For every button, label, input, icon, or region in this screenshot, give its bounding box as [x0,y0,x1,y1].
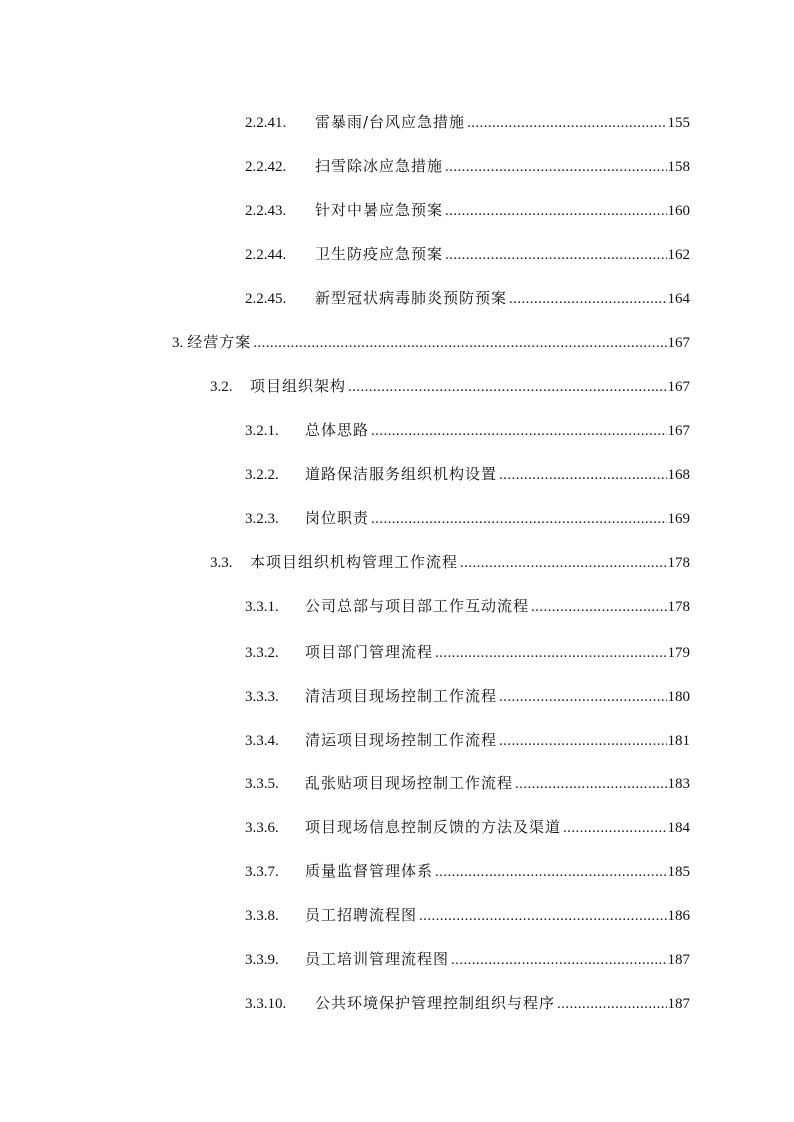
toc-entry-title: 质量监督管理体系 [305,862,434,880]
toc-dot-leader [499,727,666,755]
toc-entry-title: 雷暴雨/台风应急措施 [315,113,466,131]
toc-entry-3-3-8[interactable] [245,901,690,929]
toc-dot-leader [563,814,666,842]
toc-entry-page: 184 [667,820,690,836]
toc-dot-leader [499,461,666,489]
toc-entry-page: 169 [667,511,690,527]
toc-dot-leader [419,902,666,930]
toc-dot-leader [253,329,666,357]
toc-dot-leader [445,153,666,181]
toc-entry-3-3-7[interactable] [245,857,690,885]
toc-entry-number: 3.3.10. [245,996,287,1012]
toc-entry-3-3-6[interactable] [245,813,690,841]
toc-entry-number: 3.3. [210,555,233,571]
toc-entry-number: 2.2.41. [245,115,287,131]
toc-entry-page: 187 [667,952,690,968]
toc-entry-3-2[interactable] [210,372,690,400]
toc-entry-title: 员工招聘流程图 [305,906,418,924]
toc-dot-leader [445,241,666,269]
toc-entry-number: 3.2.1. [245,423,279,439]
toc-entry-3-3-1[interactable] [245,592,690,620]
toc-entry-page: 168 [667,467,690,483]
toc-entry-number: 3.3.7. [245,864,279,880]
toc-dot-leader [348,373,666,401]
toc-entry-title: 新型冠状病毒肺炎预防预案 [315,289,508,307]
toc-entry-3-3-4[interactable] [245,726,690,754]
toc-entry-number: 3.3.5. [245,776,279,792]
toc-entry-3-3-10[interactable] [245,989,690,1017]
toc-entry-page: 164 [667,291,690,307]
toc-entry-title: 道路保洁服务组织机构设置 [305,465,498,483]
toc-entry-number: 2.2.42. [245,159,287,175]
toc-dot-leader [435,858,666,886]
toc-entry-3[interactable] [172,328,690,356]
toc-entry-title: 员工培训管理流程图 [305,950,450,968]
toc-entry-number: 3.3.9. [245,952,279,968]
toc-entry-page: 178 [667,599,690,615]
toc-entry-title: 清运项目现场控制工作流程 [305,731,498,749]
toc-dot-leader [371,505,666,533]
toc-dot-leader [371,417,666,445]
toc-entry-number: 3.2. [210,379,233,395]
toc-dot-leader [435,639,666,667]
toc-entry-title: 公共环境保护管理控制组织与程序 [315,994,556,1012]
toc-dot-leader [557,990,666,1018]
toc-entry-page: 162 [667,247,690,263]
toc-entry-title: 卫生防疫应急预案 [315,245,444,263]
toc-entry-title: 总体思路 [305,421,370,439]
toc-entry-3-2-1[interactable] [245,416,690,444]
toc-dot-leader [509,285,666,313]
toc-entry-title: 公司总部与项目部工作互动流程 [305,597,530,615]
toc-entry-page: 181 [667,733,690,749]
toc-entry-page: 167 [667,335,690,351]
toc-entry-title: 项目现场信息控制反馈的方法及渠道 [305,818,562,836]
toc-entry-3-3-9[interactable] [245,945,690,973]
toc-entry-3-2-3[interactable] [245,504,690,532]
toc-entry-2-2-41[interactable] [245,108,690,136]
toc-entry-2-2-45[interactable] [245,284,690,312]
toc-entry-number: 2.2.44. [245,247,287,263]
toc-entry-title: 针对中暑应急预案 [315,201,444,219]
toc-entry-page: 179 [667,645,690,661]
toc-entry-number: 2.2.43. [245,203,287,219]
toc-entry-title: 清洁项目现场控制工作流程 [305,687,498,705]
toc-entry-number: 2.2.45. [245,291,287,307]
toc-entry-number: 3.3.1. [245,599,279,615]
toc-entry-page: 180 [667,689,690,705]
toc-entry-title: 岗位职责 [305,509,370,527]
toc-entry-page: 185 [667,864,690,880]
toc-entry-number: 3.3.8. [245,908,279,924]
toc-entry-number: 3.3.4. [245,733,279,749]
toc-entry-title: 项目组织架构 [250,377,347,395]
toc-entry-page: 167 [667,423,690,439]
toc-entry-2-2-44[interactable] [245,240,690,268]
toc-entry-number: 3.3.3. [245,689,279,705]
toc-dot-leader [460,549,666,577]
toc-dot-leader [515,770,666,798]
toc-entry-title: 项目部门管理流程 [305,643,434,661]
toc-entry-title: 经营方案 [187,333,252,351]
toc-entry-2-2-43[interactable] [245,196,690,224]
toc-entry-page: 155 [667,115,690,131]
toc-entry-number: 3.3.6. [245,820,279,836]
toc-dot-leader [445,197,666,225]
toc-entry-3-3-3[interactable] [245,682,690,710]
toc-entry-page: 160 [667,203,690,219]
toc-entry-3-3-5[interactable] [245,769,690,797]
toc-entry-title: 本项目组织机构管理工作流程 [250,553,459,571]
toc-dot-leader [467,109,666,137]
toc-dot-leader [499,683,666,711]
toc-entry-number: 3. [172,335,184,351]
toc-entry-title: 乱张贴项目现场控制工作流程 [305,774,514,792]
toc-entry-page: 158 [667,159,690,175]
toc-entry-2-2-42[interactable] [245,152,690,180]
toc-entry-3-3[interactable] [210,548,690,576]
toc-dot-leader [451,946,666,974]
toc-entry-3-2-2[interactable] [245,460,690,488]
toc-entry-title: 扫雪除冰应急措施 [315,157,444,175]
toc-entry-page: 183 [667,776,690,792]
toc-entry-page: 187 [667,996,690,1012]
toc-entry-page: 186 [667,908,690,924]
toc-dot-leader [531,593,666,621]
toc-entry-number: 3.2.3. [245,511,279,527]
toc-entry-number: 3.2.2. [245,467,279,483]
toc-entry-page: 167 [667,379,690,395]
toc-entry-3-3-2[interactable] [245,638,690,666]
toc-entry-number: 3.3.2. [245,645,279,661]
toc-entry-page: 178 [667,555,690,571]
